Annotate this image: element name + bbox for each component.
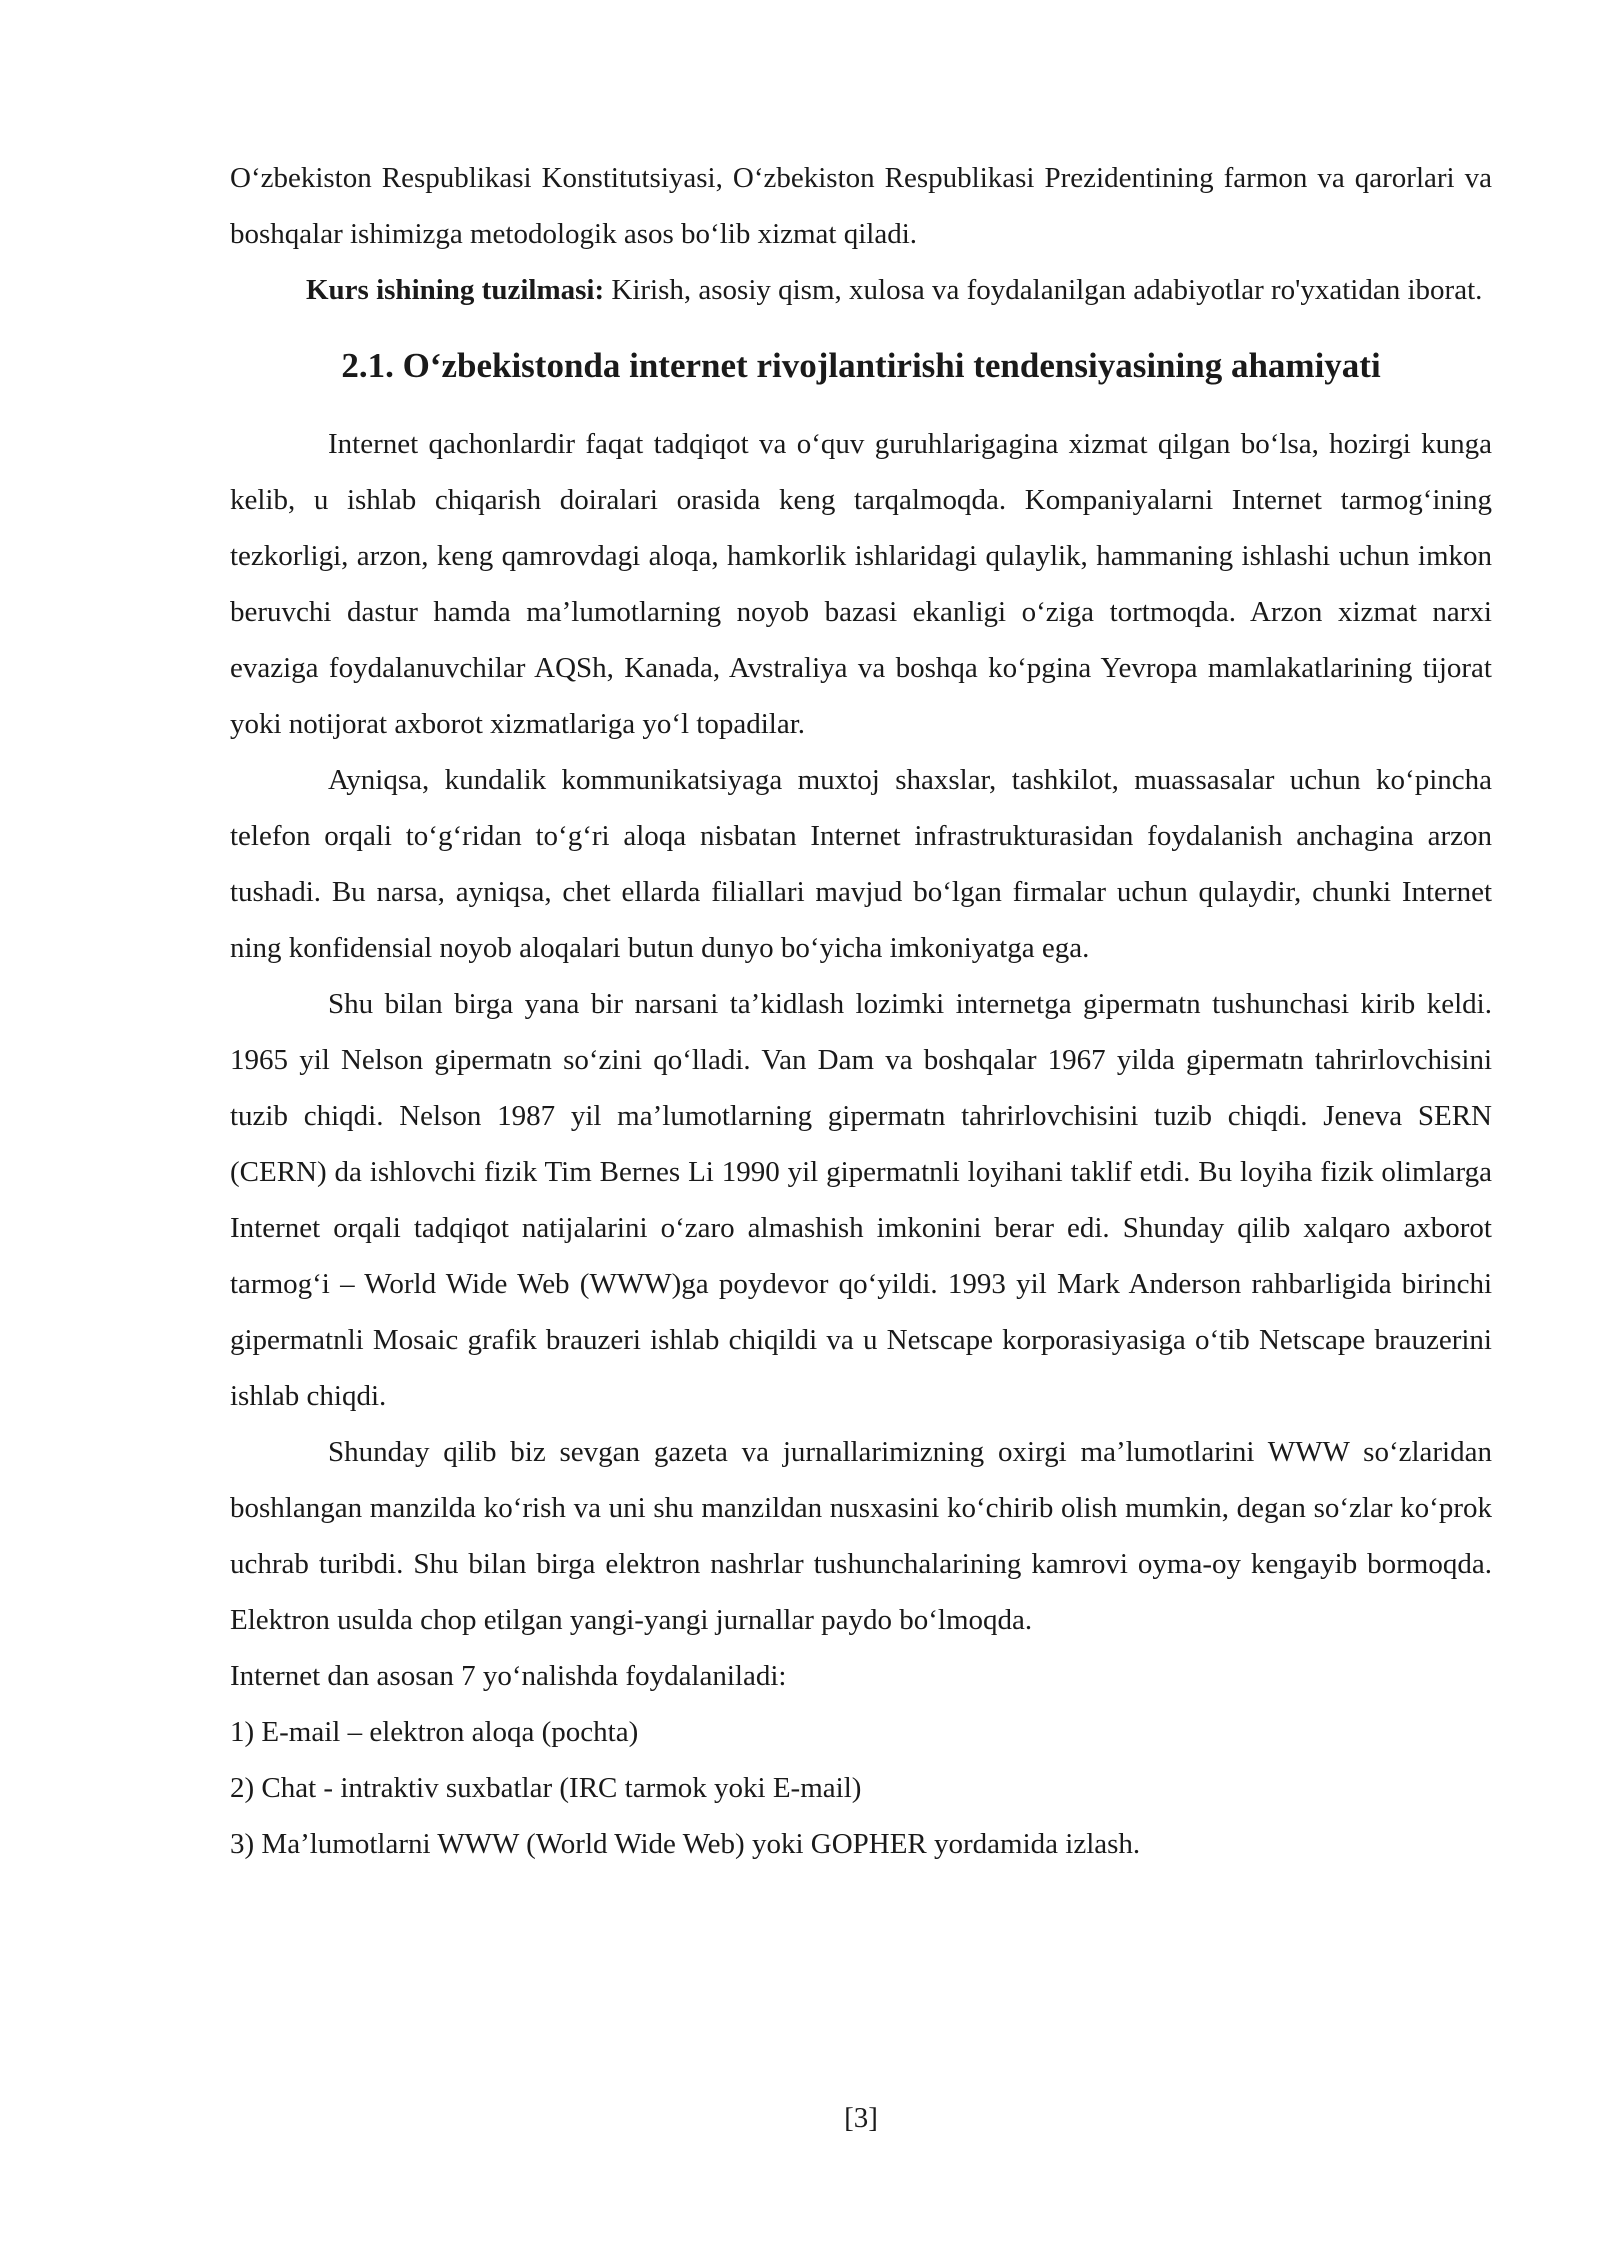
document-page — [230, 150, 1492, 1872]
heading-spacer — [230, 408, 1492, 416]
structure-label: Kurs ishining tuzilmasi: — [306, 274, 605, 306]
page-number: [3] — [844, 2102, 878, 2134]
list-intro: Internet dan asosan 7 yo‘nalishda foydalaniladi: — [230, 1660, 787, 1692]
body-paragraph: Shunday qilib biz sevgan gazeta va jurnallarimizning oxirgi ma’lumotlarini WWW so‘zlaridan boshlangan manzilda ko‘rish va uni shu manzildan nusxasini ko‘chirib olish mumkin, degan so‘zlar ko‘prok uchrab turibdi. Shu bilan birga elektron nashrlar tushunchalarining kamrovi oyma-oy kengayib bormoqda. Elektron usulda chop etilgan yangi-yangi jurnallar paydo bo‘lmoqda. — [230, 1436, 1492, 1636]
list-item: 3) Ma’lumotlarni WWW (World Wide Web) yoki GOPHER yordamida izlash. — [230, 1828, 1141, 1860]
section-heading: 2.1. O‘zbekistonda internet rivojlantirishi tendensiyasining ahamiyati — [341, 346, 1381, 385]
usage-list — [230, 1648, 1492, 1872]
list-item: 2) Chat - intraktiv suxbatlar (IRC tarmok yoki E-mail) — [230, 1772, 862, 1804]
intro-paragraph: O‘zbekiston Respublikasi Konstitutsiyasi, O‘zbekiston Respublikasi Prezidentining farmon va qarorlari va boshqalar ishimizga metodologik asos bo‘lib xizmat qiladi. — [230, 162, 1492, 250]
body-paragraph: Internet qachonlardir faqat tadqiqot va o‘quv guruhlarigagina xizmat qilgan bo‘lsa, hozirgi kunga kelib, u ishlab chiqarish doiralari orasida keng tarqalmoqda. Kompaniyalarni Internet tarmog‘ining tezkorligi, arzon, keng qamrovdagi aloqa, hamkorlik ishlaridagi qulaylik, hammaning ishlashi uchun imkon beruvchi dastur hamda ma’lumotlarning noyob bazasi ekanligi o‘ziga tortmoqda. Arzon xizmat narxi evaziga foydalanuvchilar AQSh, Kanada, Avstraliya va boshqa ko‘pgina Yevropa mamlakatlarining tijorat yoki notijorat axborot xizmatlariga yo‘l topadilar. — [230, 428, 1492, 740]
body-paragraph: Ayniqsa, kundalik kommunikatsiyaga muxtoj shaxslar, tashkilot, muassasalar uchun ko‘pincha telefon orqali to‘g‘ridan to‘g‘ri aloqa nisbatan Internet infrastrukturasidan foydalanish anchagina arzon tushadi. Bu narsa, ayniqsa, chet ellarda filiallari mavjud bo‘lgan firmalar uchun qulaydir, chunki Internet ning konfidensial noyob aloqalari butun dunyo bo‘yicha imkoniyatga ega. — [230, 764, 1492, 964]
list-item: 1) E-mail – elektron aloqa (pochta) — [230, 1716, 639, 1748]
body-paragraph: Shu bilan birga yana bir narsani ta’kidlash lozimki internetga gipermatn tushunchasi kirib keldi. 1965 yil Nelson gipermatn so‘zini qo‘lladi. Van Dam va boshqalar 1967 yilda gipermatn tahrirlovchisini tuzib chiqdi. Nelson 1987 yil ma’lumotlarning gipermatn tahrirlovchisini tuzib chiqdi. Jeneva SERN (CERN) da ishlovchi fizik Tim Bernes Li 1990 yil gipermatnli loyihani taklif etdi. Bu loyiha fizik olimlarga Internet orqali tadqiqot natijalarini o‘zaro almashish imkonini berar edi. Shunday qilib xalqaro axborot tarmog‘i – World Wide Web (WWW)ga poydevor qo‘yildi. 1993 yil Mark Anderson rahbarligida birinchi gipermatnli Mosaic grafik brauzeri ishlab chiqildi va u Netscape korporasiyasiga o‘tib Netscape brauzerini ishlab chiqdi. — [230, 988, 1492, 1412]
structure-paragraph — [230, 262, 1492, 318]
structure-text: Kirish, asosiy qism, xulosa va foydalanilgan adabiyotlar ro'yxatidan iborat. — [604, 274, 1483, 306]
